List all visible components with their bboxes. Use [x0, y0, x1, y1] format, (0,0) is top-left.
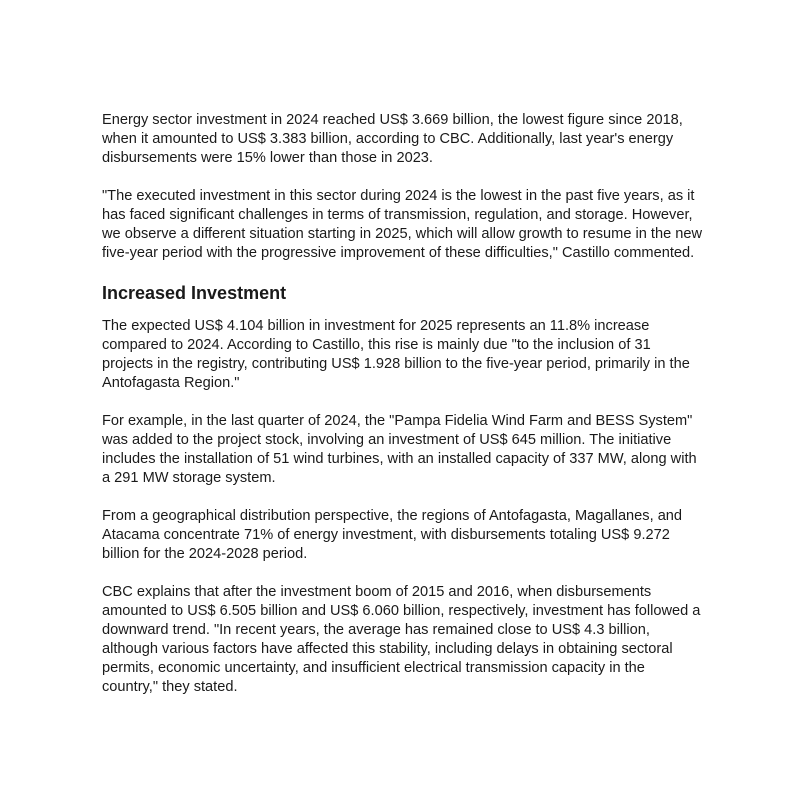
paragraph-investment-2024: Energy sector investment in 2024 reached US$ 3.669 billion, the lowest figure since 2018, when it amounted to US$ 3.383 billion, according to CBC. Additionally, last year's energy disbursements were 15% lower than those in 2023.: [102, 112, 683, 166]
paragraph-castillo-quote: "The executed investment in this sector during 2024 is the lowest in the past five years, as it has faced significant challenges in terms of transmission, regulation, and storage. However, we observe a different situation starting in 2025, which will allow growth to resume in the new five-year period with the progressive improvement of these difficulties," Castillo commented.: [102, 188, 703, 261]
paragraph-investment-trend: CBC explains that after the investment boom of 2015 and 2016, when disbursements amounted to US$ 6.505 billion and US$ 6.060 billion, respectively, investment has followed a downward trend. "In recent years, the average has remained close to US$ 4.3 billion, although various factors have affected this stability, including delays in obtaining sectoral permits, economic uncertainty, and insufficient electrical transmission capacity in the country," they stated.: [102, 584, 701, 695]
paragraph-expected-investment-2025: The expected US$ 4.104 billion in investment for 2025 represents an 11.8% increase compared to 2024. According to Castillo, this rise is mainly due "to the inclusion of 31 projects in the registry, contributing US$ 1.928 billion to the five-year period, primarily in the Antofagasta Region.": [102, 318, 690, 391]
section-heading: Increased Investment: [102, 283, 287, 303]
paragraph-geographical-distribution: From a geographical distribution perspective, the regions of Antofagasta, Magallanes, and Atacama concentrate 71% of energy investment, with disbursements totaling US$ 9.272 billion for the 2024-2028 period.: [102, 508, 683, 562]
paragraph-pampa-fidelia-example: For example, in the last quarter of 2024, the "Pampa Fidelia Wind Farm and BESS System" was added to the project stock, involving an investment of US$ 645 million. The initiative includes the installation of 51 wind turbines, with an installed capacity of 337 MW, along with a 291 MW storage system.: [102, 413, 697, 486]
article-body: [102, 111, 702, 697]
